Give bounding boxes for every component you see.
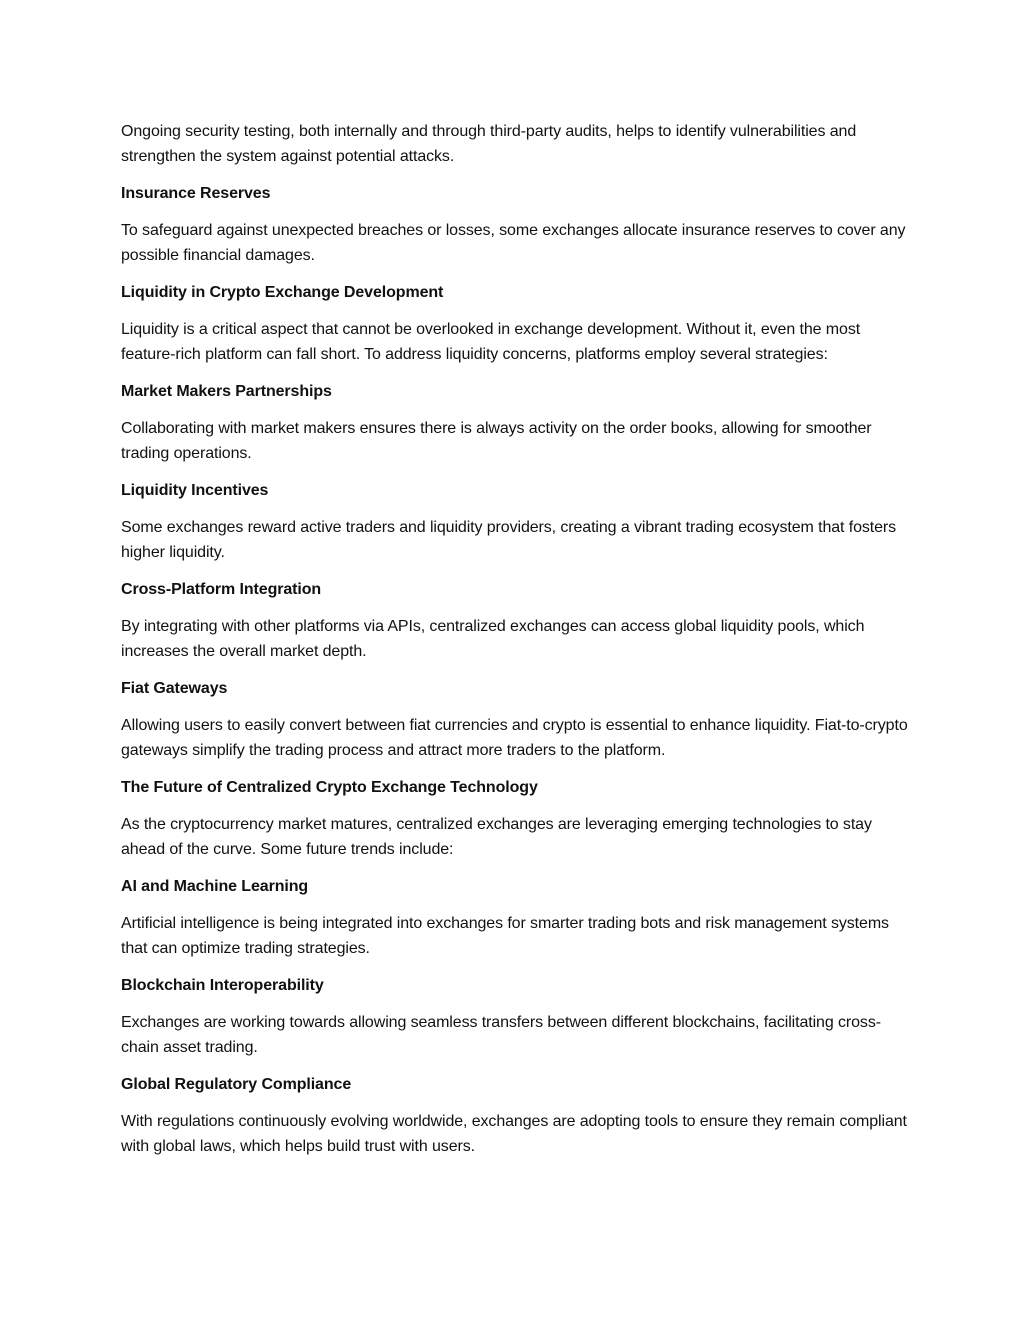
paragraph-fiat-gateways: Allowing users to easily convert between fiat currencies and crypto is essential to enhance liquidity. Fiat-to-crypto gateways simplify the trading process and attract more traders to the platform. (121, 717, 908, 759)
paragraph-market-makers: Collaborating with market makers ensures there is always activity on the order books, allowing for smoother trading operations. (121, 420, 872, 462)
heading-fiat-gateways: Fiat Gateways (121, 680, 228, 697)
paragraph-liquidity-incentives: Some exchanges reward active traders and liquidity providers, creating a vibrant trading ecosystem that fosters higher liquidity. (121, 519, 897, 561)
heading-cross-platform: Cross-Platform Integration (121, 581, 322, 598)
paragraph-future-technology: As the cryptocurrency market matures, centralized exchanges are leveraging emerging technologies to stay ahead of the curve. Some future trends include: (121, 816, 872, 858)
paragraph-regulatory-compliance: With regulations continuously evolving worldwide, exchanges are adopting tools to ensure they remain compliant with global laws, which helps build trust with users. (121, 1113, 907, 1155)
paragraph-blockchain-interoperability: Exchanges are working towards allowing seamless transfers between different blockchains, facilitating cross-chain asset trading. (121, 1014, 881, 1056)
paragraph-ai-machine-learning: Artificial intelligence is being integrated into exchanges for smarter trading bots and risk management systems that can optimize trading strategies. (121, 915, 889, 957)
heading-market-makers: Market Makers Partnerships (121, 383, 332, 400)
heading-blockchain-interoperability: Blockchain Interoperability (121, 977, 324, 994)
paragraph-liquidity-development: Liquidity is a critical aspect that cannot be overlooked in exchange development. Without it, even the most feature-rich platform can fall short. To address liquidity concerns, platforms employ several strategies: (121, 321, 861, 363)
heading-ai-machine-learning: AI and Machine Learning (121, 878, 309, 895)
paragraph-cross-platform: By integrating with other platforms via APIs, centralized exchanges can access global liquidity pools, which increases the overall market depth. (121, 618, 865, 660)
heading-regulatory-compliance: Global Regulatory Compliance (121, 1076, 352, 1093)
heading-future-technology: The Future of Centralized Crypto Exchange Technology (121, 779, 538, 796)
heading-liquidity-development: Liquidity in Crypto Exchange Development (121, 284, 444, 301)
document-page (121, 119, 911, 1171)
paragraph-insurance-reserves: To safeguard against unexpected breaches or losses, some exchanges allocate insurance reserves to cover any possible financial damages. (121, 222, 906, 264)
heading-insurance-reserves: Insurance Reserves (121, 185, 271, 202)
paragraph-security-testing: Ongoing security testing, both internally and through third-party audits, helps to identify vulnerabilities and strengthen the system against potential attacks. (121, 123, 857, 165)
heading-liquidity-incentives: Liquidity Incentives (121, 482, 269, 499)
